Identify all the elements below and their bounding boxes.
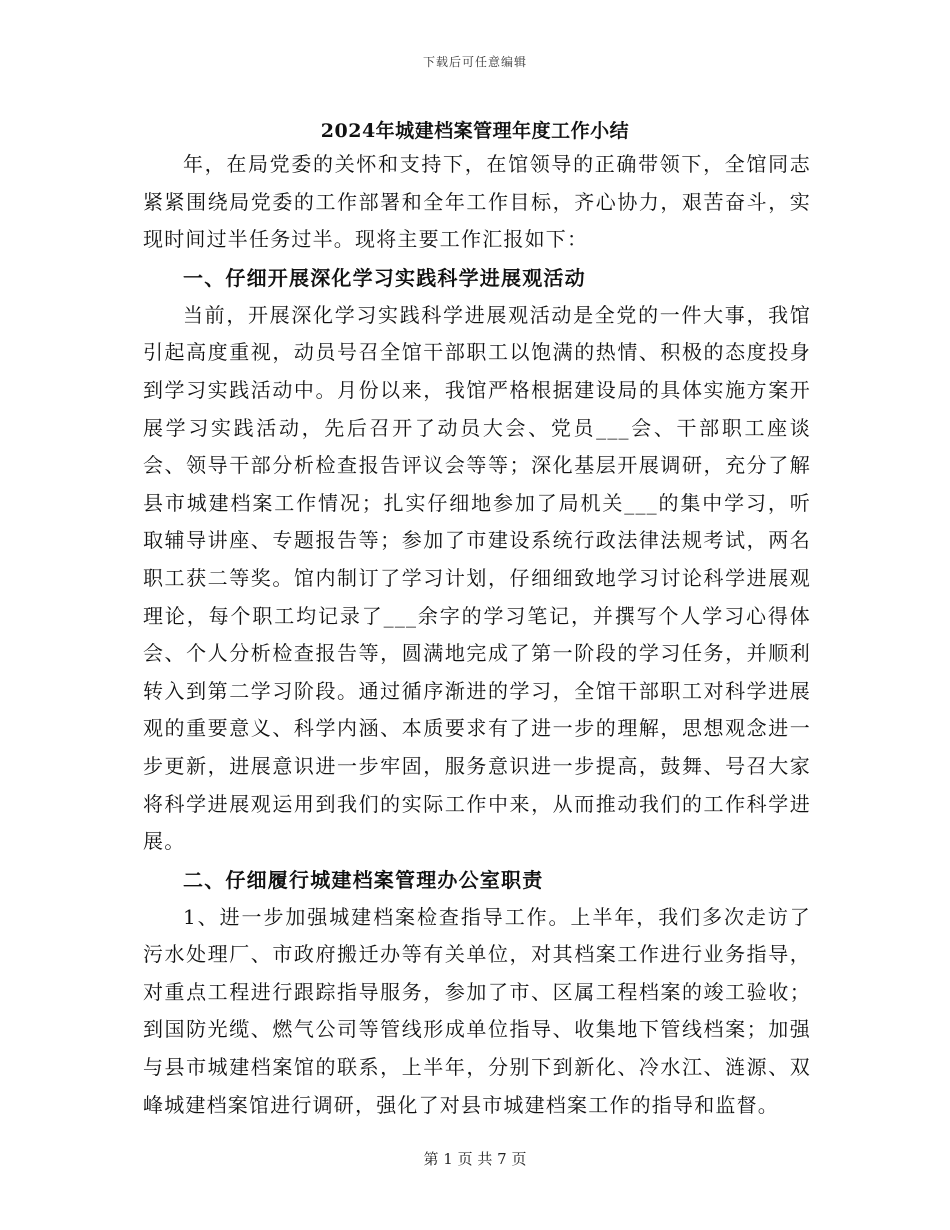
section-2-paragraph: 1、进一步加强城建档案检查指导工作。上半年，我们多次走访了污水处理厂、市政府搬迁办等有关单位，对其档案工作进行业务指导，对重点工程进行跟踪指导服务，参加了市、区属工程档案的竣工验收；到国防光缆、燃气公司等管线形成单位指导、收集地下管线档案；加强与县市城建档案馆的联系，上半年，分别下到新化、冷水江、涟源、双峰城建档案馆进行调研，强化了对县市城建档案工作的指导和监督。 xyxy=(143,904,811,1117)
section-1-paragraph: 当前，开展深化学习实践科学进展观活动是全党的一件大事，我馆引起高度重视，动员号召全馆干部职工以饱满的热情、积极的态度投身到学习实践活动中。月份以来，我馆严格根据建设局的具体实施方案开展学习实践活动，先后召开了动员大会、党员___会、干部职工座谈会、领导干部分析检查报告评议会等等；深化基层开展调研，充分了解县市城建档案工作情况；扎实仔细地参加了局机关___的集中学习，听取辅导讲座、专题报告等；参加了市建设系统行政法律法规考试，两名职工获二等奖。馆内制订了学习计划，仔细细致地学习讨论科学进展观理论，每个职工均记录了___余字的学习笔记，并撰写个人学习心得体会、个人分析检查报告等，圆满地完成了第一阶段的学习任务，并顺利转入到第二学习阶段。通过循序渐进的学习，全馆干部职工对科学进展观的重要意义、科学内涵、本质要求有了进一步的理解，思想观念进一步更新，进展意识进一步牢固，服务意识进一步提高，鼓舞、号召大家将科学进展观运用到我们的实际工作中来，从而推动我们的工作科学进展。 xyxy=(143,302,811,854)
intro-paragraph: 年，在局党委的关怀和支持下，在馆领导的正确带领下，全馆同志紧紧围绕局党委的工作部署和全年工作目标，齐心协力，艰苦奋斗，实现时间过半任务过半。现将主要工作汇报如下： xyxy=(143,152,811,252)
document-body xyxy=(143,146,811,1124)
section-2-heading: 二、仔细履行城建档案管理办公室职责 xyxy=(183,867,544,892)
document-title: 2024年城建档案管理年度工作小结 xyxy=(320,120,630,142)
page-footer-number: 第 1 页 共 7 页 xyxy=(423,1150,527,1168)
section-1-heading: 一、仔细开展深化学习实践科学进展观活动 xyxy=(183,265,586,290)
page-header-note: 下载后可任意编辑 xyxy=(422,55,527,69)
